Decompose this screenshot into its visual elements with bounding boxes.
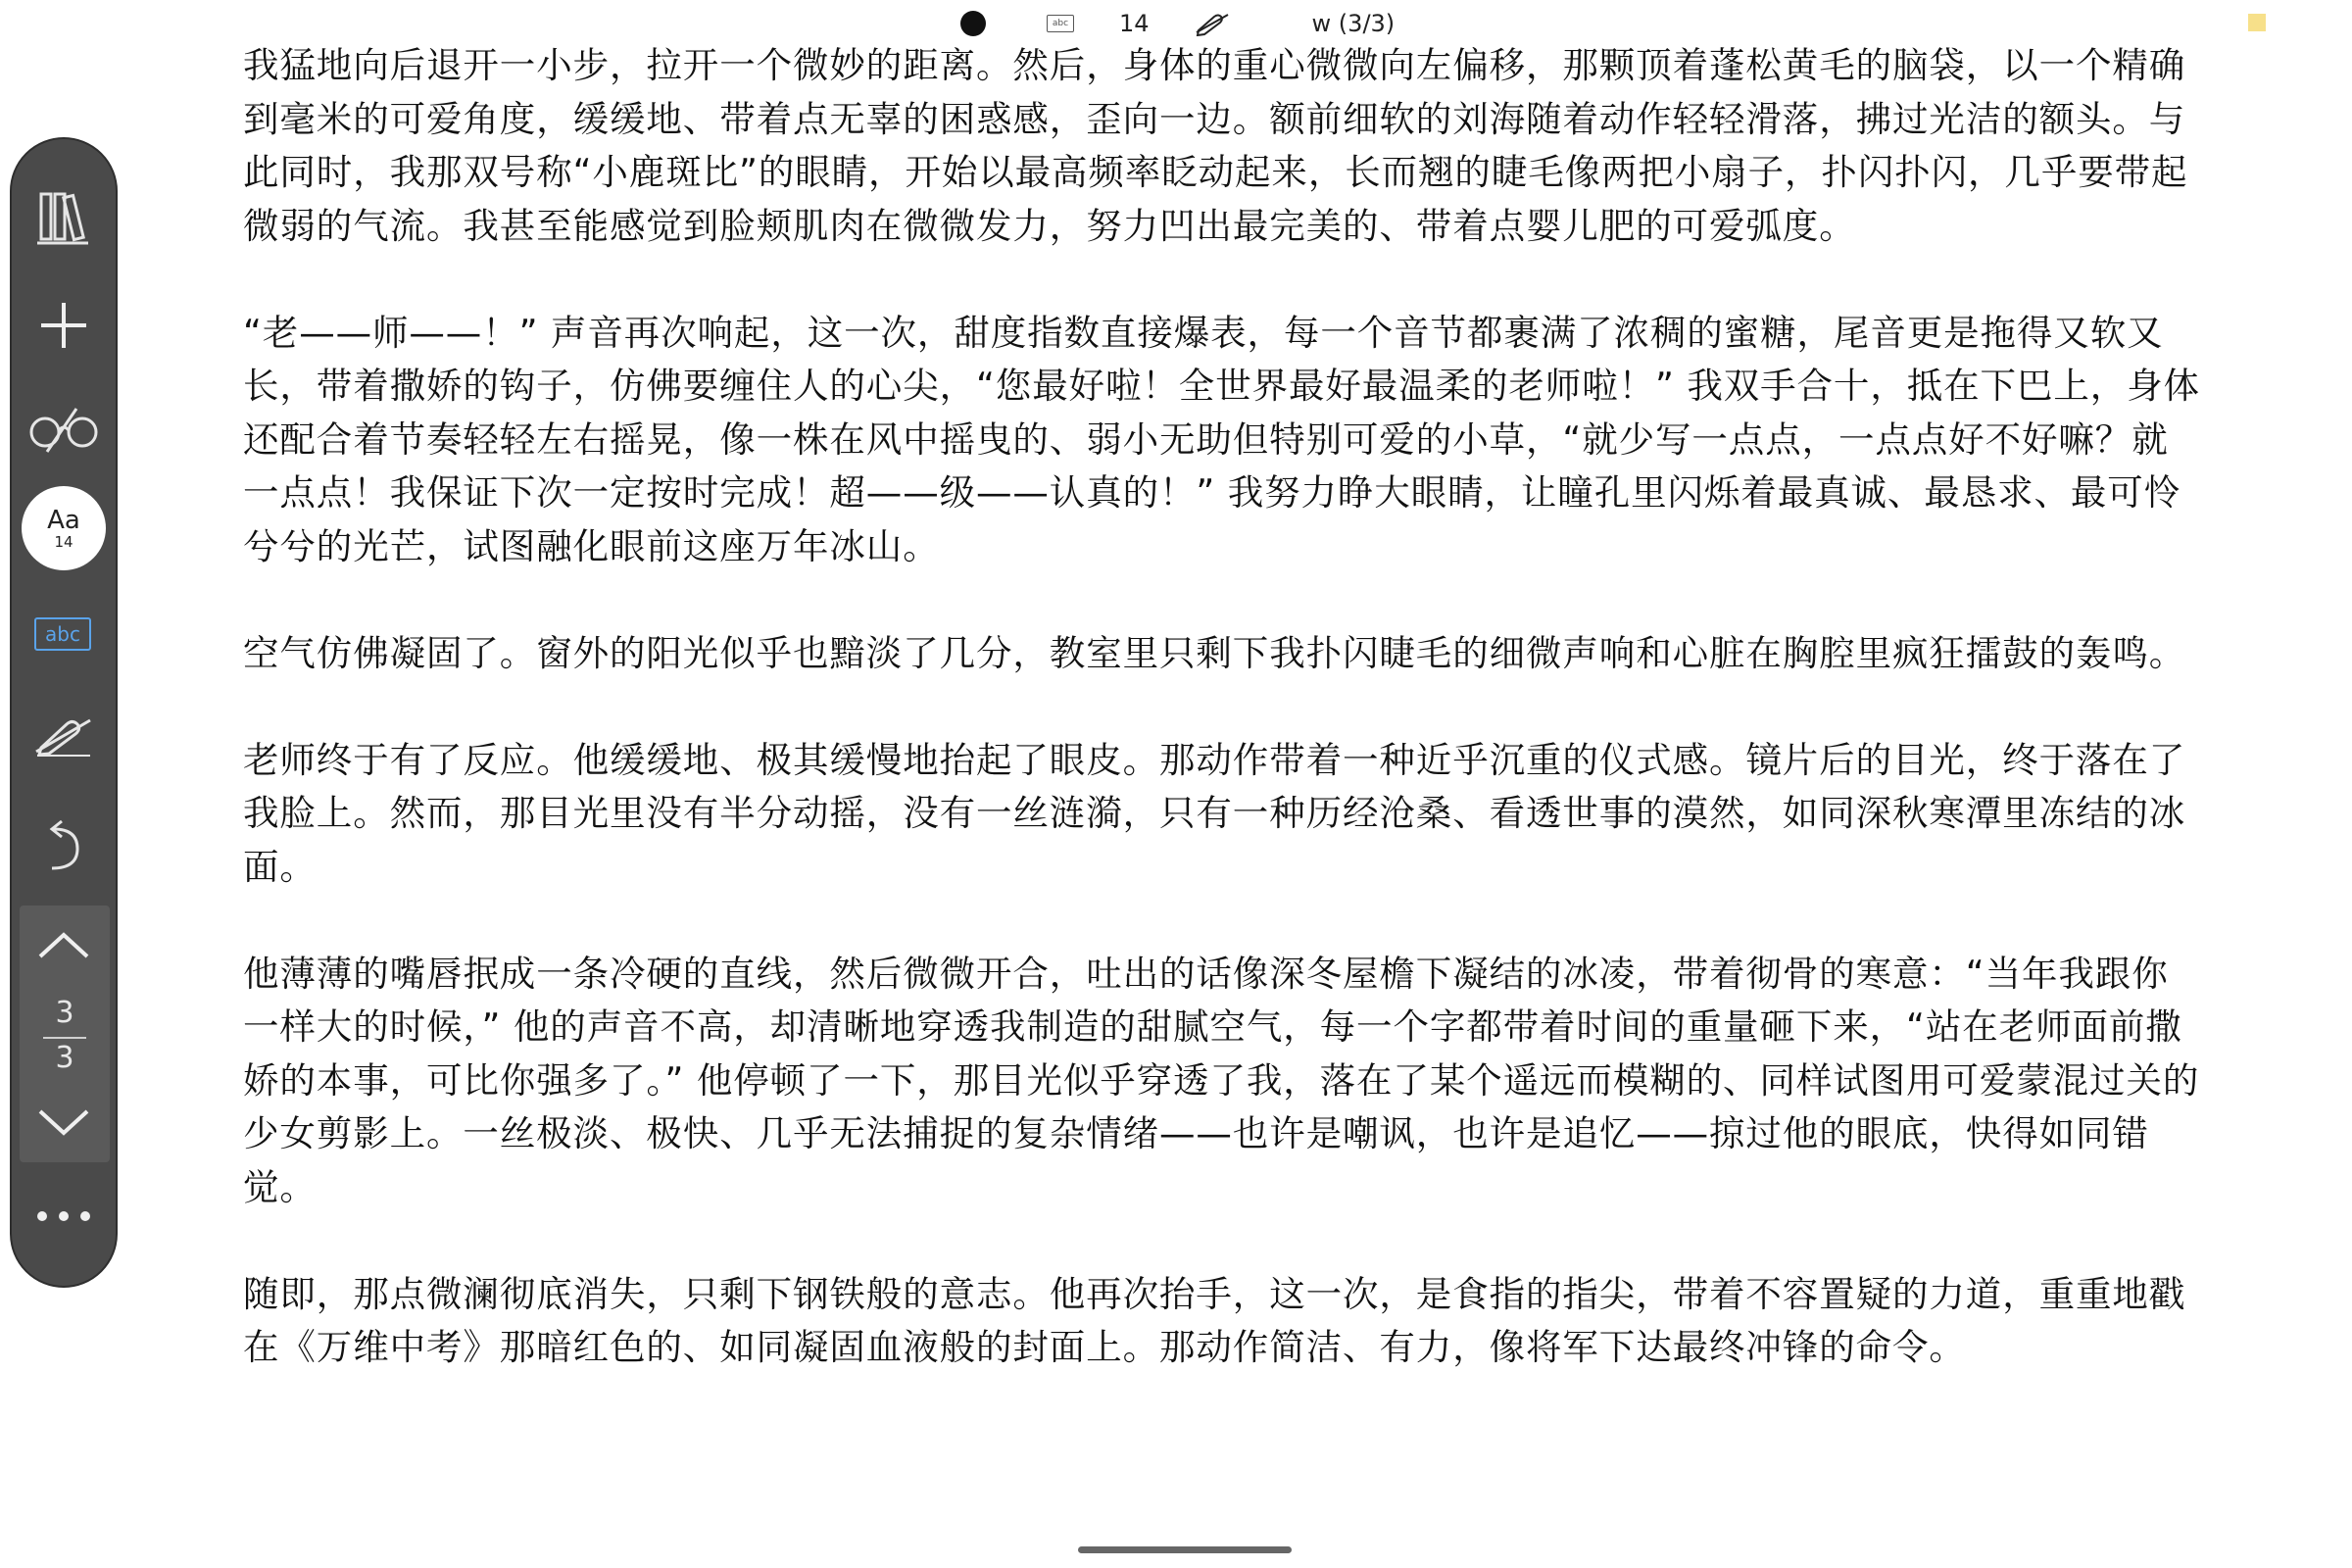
paragraph: 空气仿佛凝固了。窗外的阳光似乎也黯淡了几分，教室里只剩下我扑闪睫毛的细微声响和心脏在胸腔里疯狂擂鼓的轰鸣。 [243, 631, 2186, 674]
total-pages: 3 [55, 1041, 74, 1075]
font-size-icon: Aa [47, 506, 80, 535]
undo-icon[interactable] [12, 806, 116, 884]
abc-toggle-button[interactable]: abc [34, 617, 91, 651]
paragraph: “老——师——！” 声音再次响起，这一次，甜度指数直接爆表，每一个音节都裹满了浓稠的蜜糖，尾音更是拖得又软又长，带着撒娇的钩子，仿佛要缠住人的心尖，“您最好啦！全世界最好最温柔的老师啦！” 我双手合十，抵在下巴上，身体还配合着节奏轻轻左右摇晃，像一株在风中摇曳的、弱小无助但特别可爱的小草，“就少写一点点，一点点好不好嘛？就一点点！我保证下次一定按时完成！超——级——认真的！” 我努力睁大眼睛，让瞳孔里闪烁着最真诚、最恳求、最可怜兮兮的光芒，试图融化眼前这座万年冰山。 [243, 311, 2200, 567]
home-indicator[interactable] [1078, 1546, 1292, 1553]
font-size-button[interactable] [22, 486, 106, 570]
paragraph: 老师终于有了反应。他缓缓地、极其缓慢地抬起了眼皮。那动作带着一种近乎沉重的仪式感。镜片后的目光，终于落在了我脸上。然而，那目光里没有半分动摇，没有一丝涟漪，只有一种历经沧桑、看透世事的漠然，如同深秋寒潭里冻结的冰面。 [243, 738, 2186, 888]
current-page: 3 [55, 996, 74, 1030]
status-bar [960, 6, 1395, 41]
font-size-value: 14 [1119, 10, 1150, 37]
page-divider [43, 1037, 86, 1039]
chevron-down-icon[interactable] [12, 1082, 116, 1160]
record-dot-icon [960, 11, 986, 36]
reading-content [243, 39, 2203, 1428]
glasses-icon[interactable] [12, 390, 116, 468]
library-icon[interactable] [12, 178, 116, 257]
pen-off-icon [1195, 11, 1232, 36]
bookmark-icon[interactable] [2248, 14, 2266, 31]
reader-toolbar [10, 137, 118, 1288]
abc-icon: abc [1047, 15, 1074, 32]
page-navigator [20, 906, 110, 1162]
paragraph: 我猛地向后退开一小步，拉开一个微妙的距离。然后，身体的重心微微向左偏移，那颗顶着蓬松黄毛的脑袋，以一个精确到毫米的可爱角度，缓缓地、带着点无辜的困惑感，歪向一边。额前细软的刘海随着动作轻轻滑落，拂过光洁的额头。与此同时，我那双号称“小鹿斑比”的眼睛，开始以最高频率眨动起来，长而翘的睫毛像两把小扇子，扑闪扑闪，几乎要带起微弱的气流。我甚至能感觉到脸颊肌肉在微微发力，努力凹出最完美的、带着点婴儿肥的可爱弧度。 [243, 44, 2188, 247]
paragraph: 随即，那点微澜彻底消失，只剩下钢铁般的意志。他再次抬手，这一次，是食指的指尖，带着不容置疑的力道，重重地戳在《万维中考》那暗红色的、如同凝固血液般的封面上。那动作简洁、有力，像将军下达最终冲锋的命令。 [243, 1272, 2186, 1368]
plus-icon[interactable] [12, 286, 116, 365]
chevron-up-icon[interactable] [12, 906, 116, 984]
pen-off-icon[interactable] [12, 696, 116, 774]
font-size-label: 14 [54, 533, 74, 551]
more-icon[interactable] [12, 1182, 116, 1250]
page-indicator: w (3/3) [1311, 10, 1396, 37]
paragraph: 他薄薄的嘴唇抿成一条冷硬的直线，然后微微开合，吐出的话像深冬屋檐下凝结的冰凌，带着彻骨的寒意：“当年我跟你一样大的时候，” 他的声音不高，却清晰地穿透我制造的甜腻空气，每一个字都带着时间的重量砸下来，“站在老师面前撒娇的本事，可比你强多了。” 他停顿了一下，那目光似乎穿透了我，落在了某个遥远而模糊的、同样试图用可爱蒙混过关的少女剪影上。一丝极淡、极快、几乎无法捕捉的复杂情绪——也许是嘲讽，也许是追忆——掠过他的眼底，快得如同错觉。 [243, 952, 2200, 1208]
